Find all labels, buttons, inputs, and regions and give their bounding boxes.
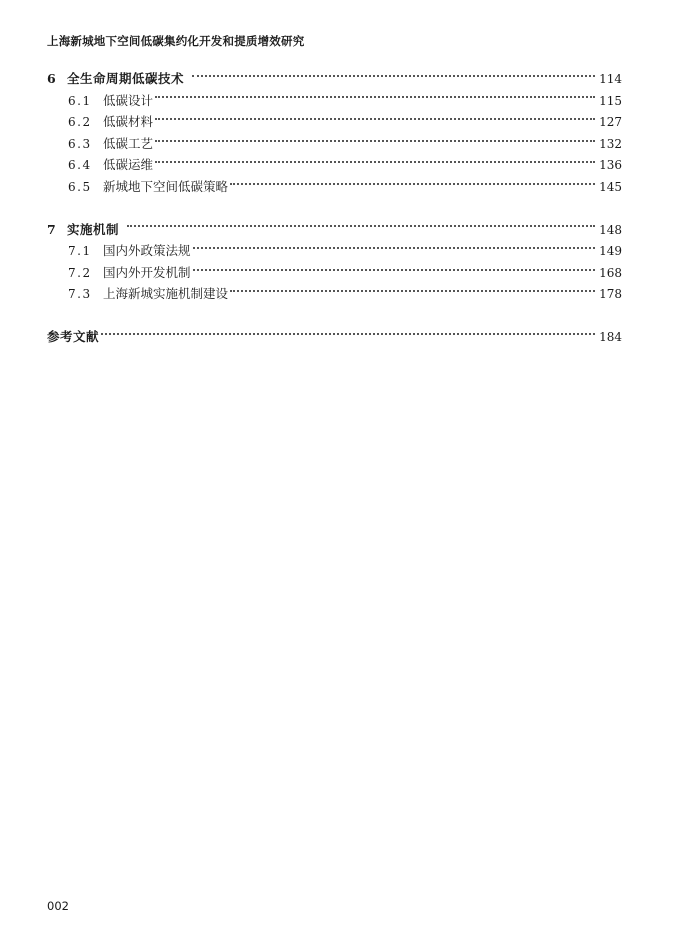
section-title: 低碳工艺 <box>103 135 154 151</box>
dot-leader <box>155 96 595 98</box>
toc-section-7-2[interactable] <box>47 262 622 284</box>
dot-leader <box>193 247 596 249</box>
references-title: 参考文献 <box>47 328 100 344</box>
page-number: 136 <box>599 158 622 173</box>
page-number: 149 <box>599 244 622 259</box>
section-title: 新城地下空间低碳策略 <box>103 178 229 194</box>
page-number: 184 <box>599 329 622 344</box>
chapter-title: 全生命周期低碳技术 <box>67 71 185 86</box>
section-number: 6.4 <box>68 158 92 173</box>
toc-section-7-1[interactable] <box>47 240 622 262</box>
section-number: 6.5 <box>68 179 92 194</box>
dot-leader <box>192 75 595 77</box>
footer-page-number: 002 <box>47 899 69 913</box>
page-number: 114 <box>599 72 622 86</box>
dot-leader <box>155 118 595 120</box>
toc-section-7-3[interactable] <box>47 283 622 305</box>
section-number: 6.2 <box>68 115 92 130</box>
chapter-number: 6 <box>47 71 56 86</box>
section-title: 低碳材料 <box>103 114 154 130</box>
toc-section-6-5[interactable] <box>47 176 622 198</box>
page-number: 115 <box>599 93 622 108</box>
running-header: 上海新城地下空间低碳集约化开发和提质增效研究 <box>47 34 305 48</box>
dot-leader <box>230 183 595 185</box>
chapter-title: 实施机制 <box>67 221 120 237</box>
section-number: 7.2 <box>68 265 92 280</box>
page-number: 178 <box>599 287 622 302</box>
section-number: 6.3 <box>68 136 92 151</box>
chapter-number: 7 <box>47 221 56 237</box>
dot-leader <box>230 290 595 292</box>
page-number: 132 <box>599 136 622 151</box>
chapter-spacer <box>47 305 622 326</box>
section-number: 7.3 <box>68 287 92 302</box>
toc-chapter-6[interactable] <box>47 68 622 90</box>
toc-section-6-3[interactable] <box>47 133 622 155</box>
dot-leader <box>155 161 595 163</box>
toc-chapter-7[interactable] <box>47 219 622 241</box>
section-title: 国内外政策法规 <box>103 243 191 259</box>
page-number: 145 <box>599 179 622 194</box>
table-of-contents <box>47 68 622 348</box>
toc-section-6-2[interactable] <box>47 111 622 133</box>
dot-leader <box>193 269 596 271</box>
dot-leader <box>101 333 595 335</box>
section-title: 上海新城实施机制建设 <box>103 286 229 302</box>
page-number: 127 <box>599 115 622 130</box>
page-number: 168 <box>599 265 622 280</box>
chapter-spacer <box>47 198 622 219</box>
dot-leader <box>155 140 595 142</box>
section-title: 低碳设计 <box>103 92 154 108</box>
toc-references[interactable] <box>47 326 622 348</box>
section-number: 7.1 <box>68 244 92 259</box>
toc-section-6-1[interactable] <box>47 90 622 112</box>
page-number: 148 <box>599 222 622 237</box>
section-title: 低碳运维 <box>103 157 154 173</box>
section-title: 国内外开发机制 <box>103 264 191 280</box>
dot-leader <box>127 225 595 227</box>
section-number: 6.1 <box>68 93 92 108</box>
toc-section-6-4[interactable] <box>47 154 622 176</box>
